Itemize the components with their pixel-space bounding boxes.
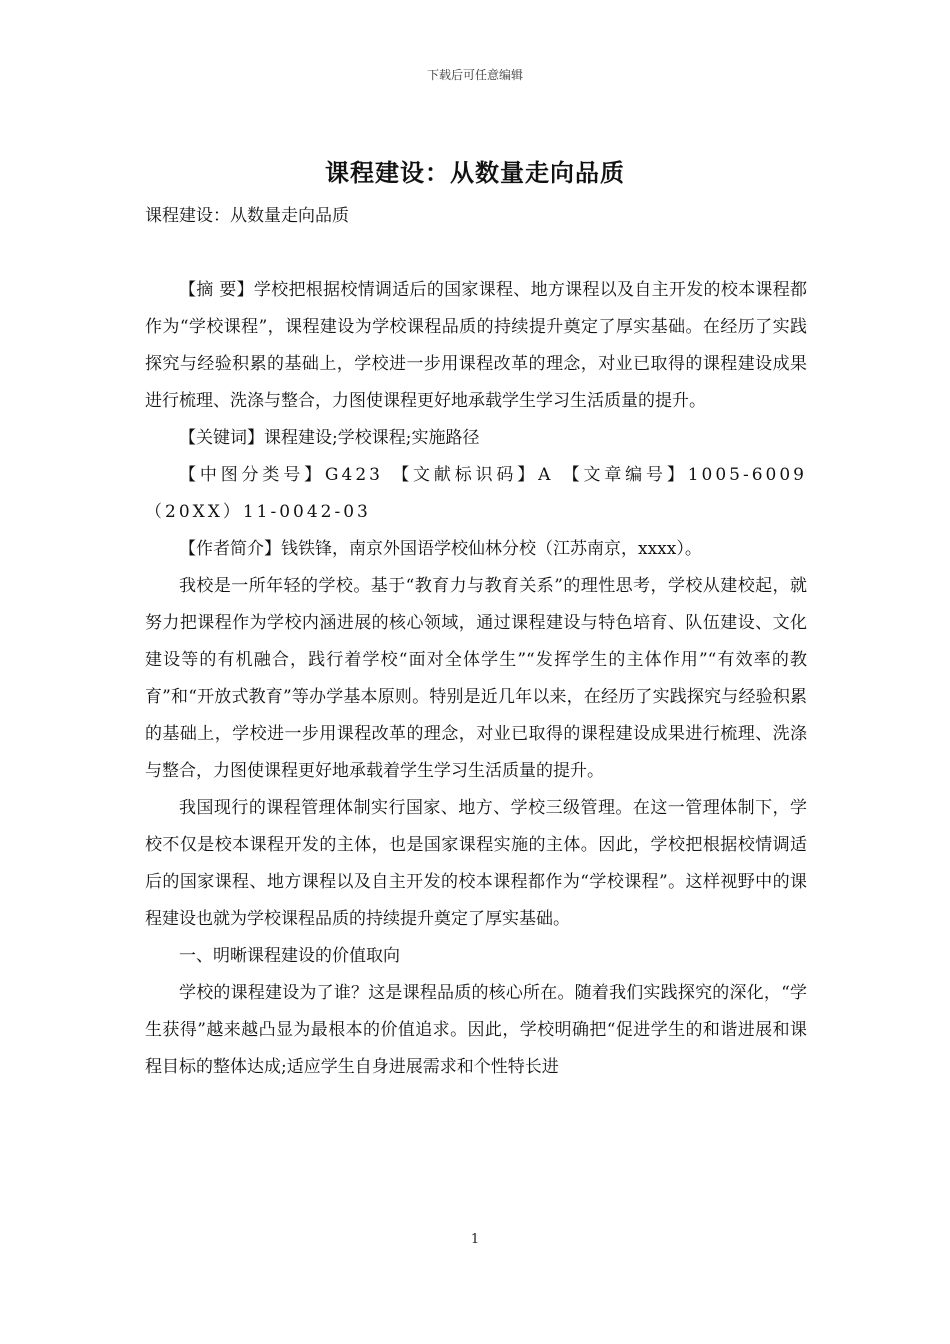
section-1-paragraph: 学校的课程建设为了谁？这是课程品质的核心所在。随着我们实践探究的深化，“学生获得”越来越凸显为最根本的价值追求。因此，学校明确把“促进学生的和谐进展和课程目标的整体达成;适应学生自身进展需求和个性特长进 — [145, 983, 807, 1077]
document-subtitle: 课程建设：从数量走向品质 — [145, 206, 349, 226]
body-paragraph-2: 我国现行的课程管理体制实行国家、地方、学校三级管理。在这一管理体制下，学校不仅是校本课程开发的主体，也是国家课程实施的主体。因此，学校把根据校情调适后的国家课程、地方课程以及自主开发的校本课程都作为“学校课程”。这样视野中的课程建设也就为学校课程品质的持续提升奠定了厚实基础。 — [145, 798, 807, 929]
document-body — [145, 198, 807, 1086]
abstract-paragraph: 【摘 要】学校把根据校情调适后的国家课程、地方课程以及自主开发的校本课程都作为“学校课程”，课程建设为学校课程品质的持续提升奠定了厚实基础。在经历了实践探究与经验积累的基础上，学校进一步用课程改革的理念，对业已取得的课程建设成果进行梳理、洗涤与整合，力图使课程更好地承载学生学习生活质量的提升。 — [145, 280, 807, 411]
body-paragraph-1: 我校是一所年轻的学校。基于“教育力与教育关系”的理性思考，学校从建校起，就努力把课程作为学校内涵进展的核心领域，通过课程建设与特色培育、队伍建设、文化建设等的有机融合，践行着学校“面对全体学生”“发挥学生的主体作用”“有效率的教育”和“开放式教育”等办学基本原则。特别是近几年以来，在经历了实践探究与经验积累的基础上，学校进一步用课程改革的理念，对业已取得的课程建设成果进行梳理、洗涤与整合，力图使课程更好地承载着学生学习生活质量的提升。 — [145, 576, 807, 781]
document-title: 课程建设：从数量走向品质 — [325, 158, 625, 187]
page-number: 1 — [470, 1232, 480, 1247]
page-header-note: 下载后可任意编辑 — [426, 68, 523, 82]
keywords-line: 【关键词】课程建设;学校课程;实施路径 — [179, 428, 480, 448]
section-heading-1: 一、明晰课程建设的价值取向 — [179, 946, 400, 966]
author-line: 【作者简介】钱铁锋，南京外国语学校仙林分校（江苏南京，xxxx）。 — [179, 539, 702, 559]
classification-line: 【中图分类号】G423 【文献标识码】A 【文章编号】1005-6009（20XX）11-0042-03 — [145, 465, 807, 522]
